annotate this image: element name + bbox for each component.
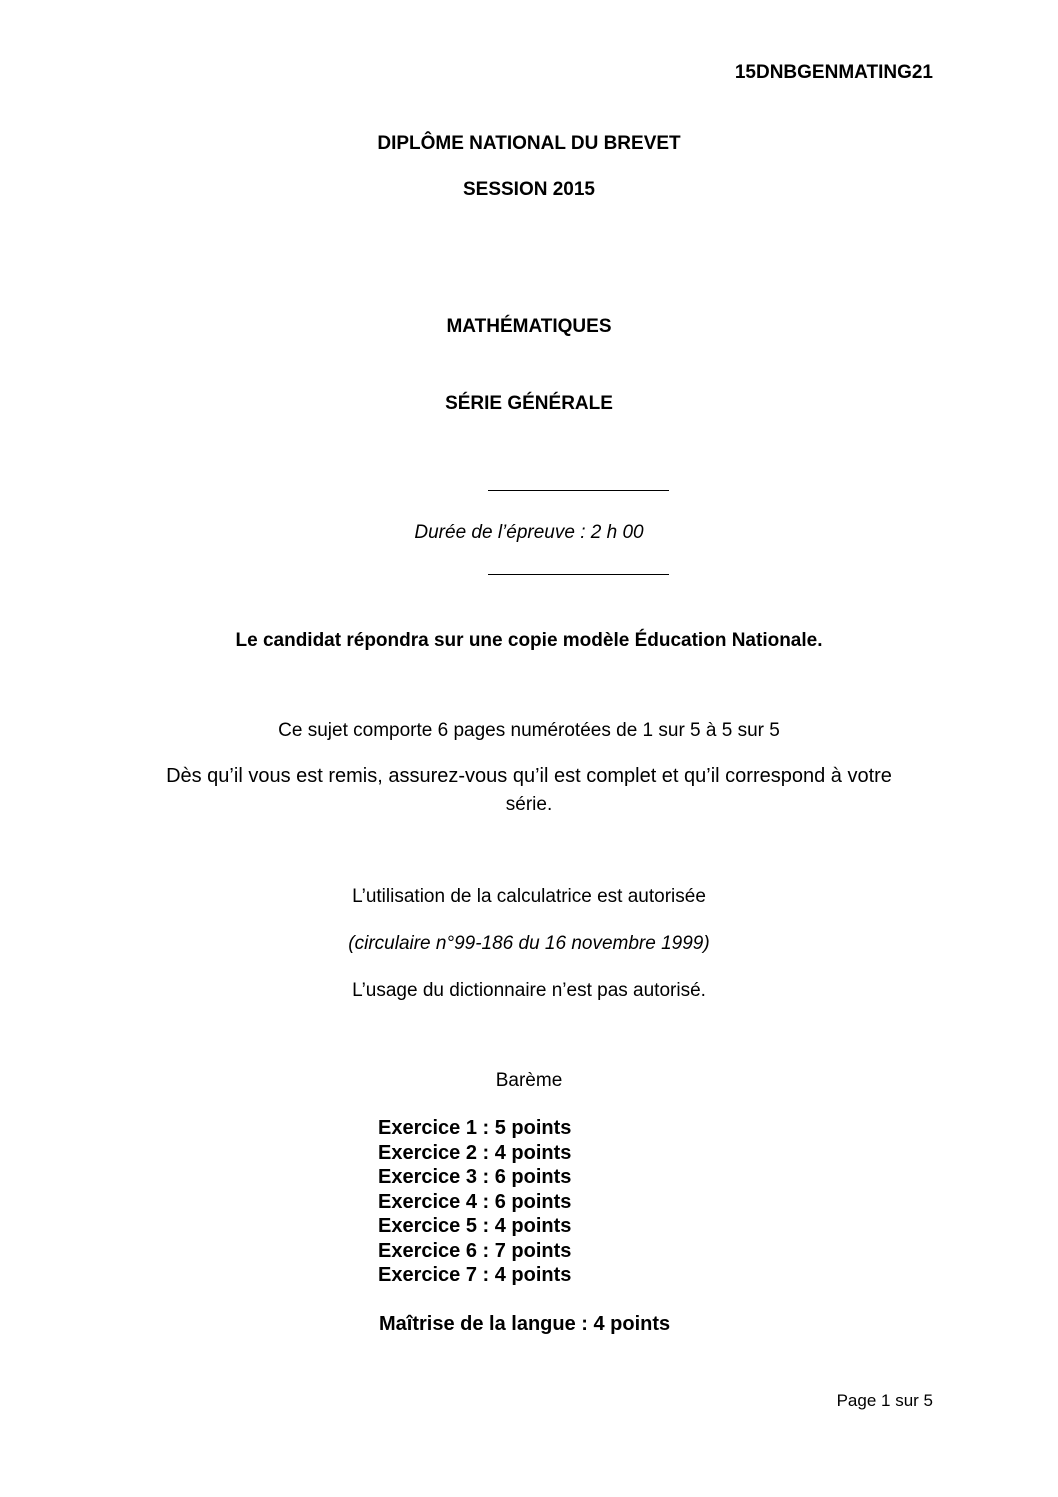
- exam-subject: MATHÉMATIQUES: [446, 316, 612, 337]
- divider-bottom: [488, 574, 669, 575]
- bareme-list: [378, 1116, 571, 1288]
- language-mastery: Maîtrise de la langue : 4 points: [379, 1313, 671, 1335]
- bareme-item: Exercice 5 : 4 points: [378, 1215, 572, 1237]
- calculator-notice: L’utilisation de la calculatrice est autorisée: [352, 886, 706, 907]
- circular-reference: (circulaire n°99-186 du 16 novembre 1999): [348, 933, 710, 954]
- bareme-item: Exercice 6 : 7 points: [378, 1239, 572, 1262]
- exam-title: DIPLÔME NATIONAL DU BREVET: [377, 133, 681, 154]
- divider-top: [488, 490, 669, 491]
- bareme-item: Exercice 7 : 4 points: [378, 1264, 572, 1286]
- exam-session: SESSION 2015: [462, 179, 596, 200]
- bareme-item: Exercice 4 : 6 points: [378, 1190, 572, 1213]
- pages-notice: Ce sujet comporte 6 pages numérotées de 1 sur 5 à 5 sur 5: [278, 720, 780, 741]
- bareme-title: Barème: [495, 1070, 563, 1091]
- exam-duration: Durée de l’épreuve : 2 h 00: [414, 522, 644, 543]
- bareme-item: Exercice 1 : 5 points: [378, 1117, 572, 1139]
- bareme-item: Exercice 3 : 6 points: [378, 1166, 572, 1188]
- dictionary-notice: L’usage du dictionnaire n’est pas autorisé.: [352, 980, 706, 1001]
- subject-code: 15DNBGENMATING21: [734, 62, 933, 83]
- check-notice-line2: série.: [505, 794, 553, 815]
- copy-notice: Le candidat répondra sur une copie modèle Éducation Nationale.: [235, 630, 823, 651]
- check-notice-line1: Dès qu’il vous est remis, assurez-vous qu’il est complet et qu’il correspond à votre: [166, 765, 892, 787]
- exam-series: SÉRIE GÉNÉRALE: [445, 393, 613, 414]
- bareme-item: Exercice 2 : 4 points: [378, 1141, 572, 1164]
- page-number: Page 1 sur 5: [836, 1391, 933, 1410]
